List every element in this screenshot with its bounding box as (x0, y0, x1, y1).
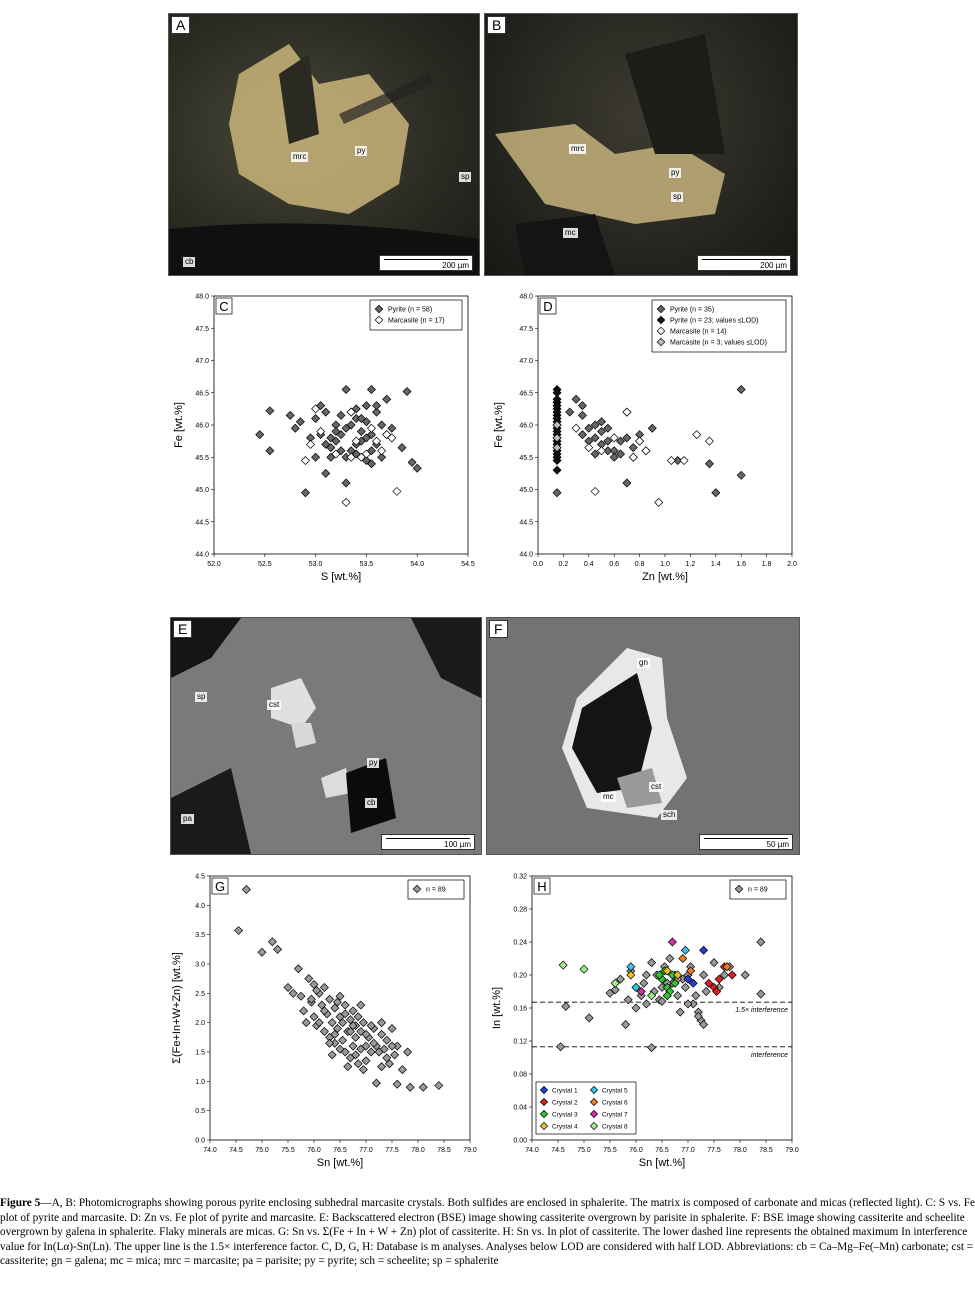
chart-d-zn-vs-fe (490, 288, 800, 590)
label-sp: sp (461, 172, 470, 181)
x-tick-label: 0.2 (558, 561, 569, 568)
crystal-legend-label: Crystal 8 (602, 1123, 628, 1131)
photo-panel-a (168, 13, 480, 276)
label-py: py (357, 146, 366, 155)
x-tick-label: 77.5 (385, 1147, 399, 1154)
crystal-legend-label: Crystal 3 (552, 1111, 578, 1119)
y-tick-label: 45.0 (195, 487, 209, 494)
x-tick-label: 75.5 (281, 1147, 295, 1154)
y-tick-label: 0.0 (195, 1137, 205, 1145)
label-cst: cst (651, 782, 662, 791)
x-tick-label: 1.2 (685, 561, 696, 568)
x-tick-label: 75.0 (255, 1147, 269, 1154)
crystal-legend-label: Crystal 6 (602, 1099, 628, 1107)
x-tick-label: 78.5 (437, 1147, 451, 1154)
legend-label: n = 89 (426, 886, 446, 894)
y-tick-label: 0.24 (513, 939, 527, 947)
chart-c-s-vs-fe (170, 288, 480, 590)
panel-tag-e: E (173, 620, 192, 638)
x-axis-label: Zn [wt.%] (642, 571, 688, 583)
panel-tag-f: F (489, 620, 508, 638)
y-tick-label: 0.16 (513, 1005, 527, 1013)
y-tick-label: 0.12 (513, 1038, 527, 1046)
y-tick-label: 44.5 (519, 519, 533, 527)
photo-panel-e (170, 617, 482, 855)
chart-h-sn-vs-in (488, 868, 800, 1180)
x-tick-label: 0.8 (634, 561, 645, 568)
legend-box (370, 300, 462, 330)
y-tick-label: 44.0 (519, 551, 533, 559)
y-tick-label: 1.0 (195, 1078, 205, 1086)
label-sp: sp (673, 192, 682, 201)
scale-bar-e: 100 µm (381, 834, 475, 850)
y-tick-label: 0.32 (513, 873, 527, 881)
x-tick-label: 0.4 (583, 561, 594, 568)
scale-bar-f: 50 µm (699, 834, 793, 850)
legend-label: Marcasite (n = 3; values ≤LOD) (670, 339, 768, 347)
legend-label: Marcasite (n = 17) (388, 317, 445, 325)
y-tick-label: 0.5 (195, 1108, 205, 1116)
label-cb: cb (185, 257, 194, 266)
label-sch: sch (663, 810, 676, 819)
scale-bar-a: 200 µm (379, 255, 473, 271)
y-tick-label: 46.0 (195, 422, 209, 430)
x-tick-label: 79.0 (785, 1147, 799, 1154)
panel-tag: G (214, 879, 226, 894)
x-tick-label: 76.5 (655, 1147, 669, 1154)
x-tick-label: 77.5 (707, 1147, 721, 1154)
y-tick-label: 48.0 (195, 293, 209, 301)
x-axis-label: Sn [wt.%] (638, 1157, 686, 1169)
x-tick-label: 2.0 (787, 561, 797, 568)
x-tick-label: 53.5 (359, 561, 374, 568)
y-tick-label: 44.0 (195, 551, 209, 559)
x-tick-label: 79.0 (463, 1147, 477, 1154)
x-tick-label: 76.0 (629, 1147, 643, 1154)
interference-label: 1.5× interference (735, 1007, 788, 1015)
plot-area (214, 296, 468, 554)
photo-panel-f (486, 617, 800, 855)
x-tick-label: 1.4 (710, 561, 721, 568)
label-mc: mc (603, 792, 614, 801)
label-mc: mc (565, 228, 576, 237)
x-tick-label: 74.5 (551, 1147, 565, 1154)
y-tick-label: 46.0 (519, 422, 533, 430)
label-cst: cst (269, 700, 280, 709)
x-tick-label: 74.0 (525, 1147, 539, 1154)
panel-tag-b: B (487, 16, 506, 34)
y-tick-label: 46.5 (195, 390, 209, 398)
label-py: py (369, 758, 378, 767)
x-axis-label: S [wt.%] (320, 571, 362, 583)
label-py: py (671, 168, 680, 177)
x-tick-label: 75.5 (603, 1147, 617, 1154)
y-tick-label: 0.00 (513, 1137, 527, 1145)
y-tick-label: 0.08 (513, 1071, 527, 1079)
x-tick-label: 52.0 (207, 561, 221, 568)
chart-g-sn-vs-sum (168, 868, 480, 1180)
y-tick-label: 47.5 (519, 325, 533, 333)
caption-text: —A, B: Photomicrographs showing porous pyrite enclosing subhedral marcasite crystals. Both sulfides are enclosed in sphalerite. The matrix is composed of carbonate and micas (reflected light). C: S vs. Fe plot of pyrite and marcasite. D: Zn vs. Fe plot of pyrite and marcasite. E: Backscattered electron (BSE) image showing cassiterite overgrown by parisite in sphalerite. F: BSE image showing cassiterite and scheelite overgrown by galena in sphalerite. Flaky minerals are micas. G: Sn vs. Σ(Fe + In + W + Zn) plot of cassiterite. H: Sn vs. In plot of cassiterite. The lower dashed line represents the obtained maximum In interference value for In(Lα)-Sn(Ln). The upper line is the 1.5× interference factor. C, D, G, H: Database is m analyses. Analyses below LOD are considered with half LOD. Abbreviations: cb = Ca–Mg–Fe(–Mn) carbonate; cst = cassiterite; gn = galena; mc = mica; mrc = marcasite; pa = parisite; py = pyrite; sch = scheelite; sp = sphalerite (0, 1197, 975, 1267)
x-tick-label: 1.6 (736, 561, 747, 568)
panel-tag-a: A (171, 16, 190, 34)
y-tick-label: 0.28 (513, 906, 527, 914)
label-mrc: mrc (293, 152, 307, 161)
interference-label: interference (751, 1051, 788, 1059)
x-tick-label: 76.0 (307, 1147, 321, 1154)
crystal-legend-label: Crystal 7 (602, 1111, 628, 1119)
x-tick-label: 53.0 (308, 561, 323, 568)
panel-tag: C (219, 299, 229, 314)
panel-tag: H (537, 879, 547, 894)
x-tick-label: 1.0 (660, 561, 670, 568)
y-tick-label: 46.5 (519, 390, 533, 398)
crystal-legend-label: Crystal 4 (552, 1123, 578, 1131)
x-tick-label: 54.5 (461, 561, 475, 568)
label-cb: cb (367, 798, 376, 807)
y-tick-label: 47.5 (195, 325, 209, 333)
x-tick-label: 52.5 (257, 561, 272, 568)
scale-bar-b: 200 µm (697, 255, 791, 271)
x-axis-label: Sn [wt.%] (316, 1157, 364, 1169)
y-axis-label: Σ(Fe+In+W+Zn) [wt.%] (171, 952, 183, 1064)
y-tick-label: 2.5 (195, 990, 205, 998)
x-tick-label: 78.0 (411, 1147, 425, 1154)
y-tick-label: 45.0 (519, 487, 533, 494)
figure-label: Figure 5 (0, 1197, 41, 1209)
y-axis-label: In [wt.%] (491, 986, 503, 1030)
x-tick-label: 78.5 (759, 1147, 773, 1154)
y-tick-label: 48.0 (519, 293, 533, 301)
photo-b-texture (485, 14, 797, 275)
label-mrc: mrc (571, 144, 585, 153)
legend-label: Pyrite (n = 58) (388, 306, 433, 314)
y-tick-label: 2.0 (195, 1020, 205, 1028)
x-tick-label: 1.8 (761, 561, 772, 568)
photo-panel-b (484, 13, 798, 276)
label-gn: gn (639, 658, 648, 667)
y-axis-label: Fe [wt.%] (173, 402, 185, 448)
crystal-legend-label: Crystal 1 (552, 1087, 578, 1095)
legend-label: Marcasite (n = 14) (670, 328, 727, 336)
x-tick-label: 54.0 (410, 561, 425, 568)
y-tick-label: 3.0 (195, 961, 205, 969)
photo-e-texture (171, 618, 481, 854)
photo-a-texture (169, 14, 479, 275)
x-tick-label: 74.5 (229, 1147, 243, 1154)
y-tick-label: 4.5 (195, 873, 205, 881)
y-tick-label: 45.5 (519, 454, 533, 462)
y-axis-label: Fe [wt.%] (493, 402, 505, 448)
x-tick-label: 77.0 (359, 1147, 373, 1154)
y-tick-label: 0.20 (513, 972, 527, 980)
y-tick-label: 0.04 (513, 1104, 527, 1112)
x-tick-label: 78.0 (733, 1147, 747, 1154)
x-tick-label: 0.0 (533, 561, 543, 568)
x-tick-label: 77.0 (681, 1147, 695, 1154)
y-tick-label: 3.5 (195, 932, 205, 940)
legend-label: Pyrite (n = 35) (670, 306, 715, 314)
crystal-legend-label: Crystal 2 (552, 1099, 578, 1107)
y-tick-label: 47.0 (195, 358, 209, 365)
y-tick-label: 44.5 (195, 519, 209, 527)
figure-caption (0, 1196, 975, 1269)
legend-label: Pyrite (n = 23; values ≤LOD) (670, 317, 759, 325)
photo-f-texture (487, 618, 799, 854)
y-tick-label: 45.5 (195, 454, 209, 462)
x-tick-label: 74.0 (203, 1147, 217, 1154)
y-tick-label: 4.0 (195, 902, 205, 910)
x-tick-label: 76.5 (333, 1147, 347, 1154)
y-tick-label: 47.0 (519, 358, 533, 365)
plot-area (210, 876, 470, 1140)
panel-tag: D (543, 299, 553, 314)
x-tick-label: 75.0 (577, 1147, 591, 1154)
x-tick-label: 0.6 (609, 561, 620, 568)
crystal-legend-label: Crystal 5 (602, 1087, 628, 1095)
y-tick-label: 1.5 (195, 1049, 205, 1057)
label-pa: pa (183, 814, 192, 823)
label-sp: sp (197, 692, 206, 701)
legend-label: n = 89 (748, 886, 768, 894)
